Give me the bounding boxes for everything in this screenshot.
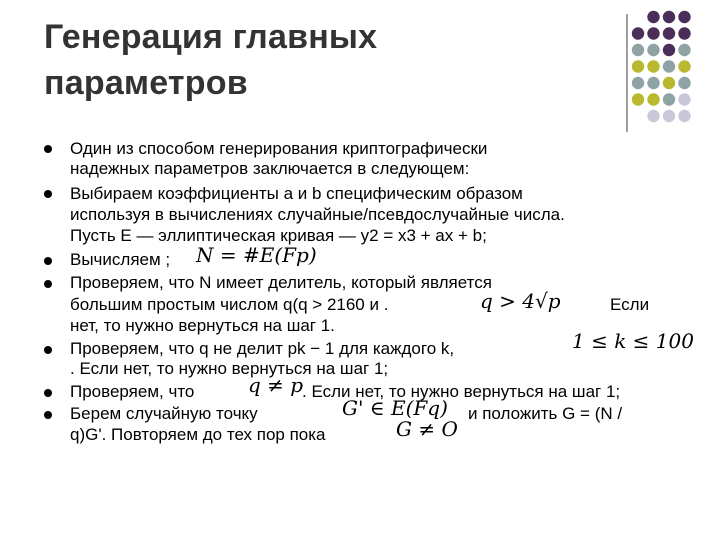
item7-line1: Берем случайную точку bbox=[70, 404, 258, 423]
decor-dot bbox=[663, 27, 675, 39]
item2-line2: используя в вычислениях случайные/псевдослучайные числа. bbox=[70, 205, 565, 224]
decor-dot bbox=[647, 11, 659, 23]
formula-q-neq-p: q ≠ p bbox=[248, 373, 304, 397]
item6-line1-tail: . Если нет, то нужно вернуться на шаг 1; bbox=[302, 382, 621, 401]
item4-tail: Если bbox=[610, 295, 650, 314]
decor-dot-grid bbox=[0, 0, 720, 140]
decor-dot bbox=[647, 27, 659, 39]
item7-line1-tail: и положить G = (N / bbox=[468, 404, 623, 423]
item5-line1: Проверяем, что q не делит pk − 1 для каждого k, bbox=[70, 339, 455, 358]
item4-line1: Проверяем, что N имеет делитель, который является bbox=[70, 273, 492, 292]
decor-dot bbox=[678, 27, 690, 39]
bullet-marker bbox=[44, 411, 52, 419]
decor-dot bbox=[678, 11, 690, 23]
item2-line1: Выбираем коэффициенты a и b специфическим образом bbox=[70, 184, 523, 203]
item1-line2: надежных параметров заключается в следующем: bbox=[70, 159, 470, 178]
item6-line1: Проверяем, что bbox=[70, 382, 195, 401]
item3-line1: Вычисляем ; bbox=[70, 250, 171, 269]
bullet-marker bbox=[44, 145, 52, 153]
decor-dot bbox=[647, 77, 659, 89]
title-line-2: параметров bbox=[44, 64, 248, 102]
item2-line3: Пусть E — эллиптическая кривая — y2 = x3 + ax + b; bbox=[70, 226, 487, 245]
bullet-marker bbox=[44, 190, 52, 198]
decor-dot bbox=[678, 93, 690, 105]
decor-dot bbox=[678, 110, 690, 122]
title-line-1: Генерация главных bbox=[44, 18, 378, 56]
formula-n-equals-order: N = #E(Fp) bbox=[196, 243, 317, 267]
decor-dot bbox=[632, 27, 644, 39]
decor-dot bbox=[678, 44, 690, 56]
decor-dot bbox=[678, 77, 690, 89]
item7-line2: q)G'. Повторяем до тех пор пока bbox=[70, 425, 326, 444]
decor-dot bbox=[632, 44, 644, 56]
item5-line2: . Если нет, то нужно вернуться на шаг 1; bbox=[70, 359, 389, 378]
decor-dot bbox=[663, 44, 675, 56]
decor-dot bbox=[632, 60, 644, 72]
bullet-marker bbox=[44, 346, 52, 354]
formula-k-range: 1 ≤ k ≤ 100 bbox=[572, 329, 694, 353]
decor-dot bbox=[678, 60, 690, 72]
bullet-marker bbox=[44, 389, 52, 397]
decor-dot bbox=[647, 110, 659, 122]
item1-line1: Один из способом генерирования криптографически bbox=[70, 139, 488, 158]
decor-dot bbox=[663, 77, 675, 89]
item4-line3: нет, то нужно вернуться на шаг 1. bbox=[70, 316, 335, 335]
decor-dot bbox=[663, 60, 675, 72]
decor-dot bbox=[632, 93, 644, 105]
decor-dot bbox=[647, 44, 659, 56]
decor-dot bbox=[663, 11, 675, 23]
item4-line2: большим простым числом q(q > 2160 и . bbox=[70, 295, 389, 314]
bullet-marker bbox=[44, 280, 52, 288]
formula-point-on-curve: G' ∈ E(Fq) bbox=[342, 396, 448, 420]
formula-g-neq-o: G ≠ O bbox=[396, 417, 458, 441]
formula-q-gt-4sqrtp: q > 4√p bbox=[480, 289, 561, 313]
decor-dot bbox=[647, 93, 659, 105]
decor-dot bbox=[647, 60, 659, 72]
bullet-marker bbox=[44, 257, 52, 265]
decor-dot bbox=[663, 93, 675, 105]
decor-dot bbox=[632, 77, 644, 89]
decor-dot bbox=[663, 110, 675, 122]
